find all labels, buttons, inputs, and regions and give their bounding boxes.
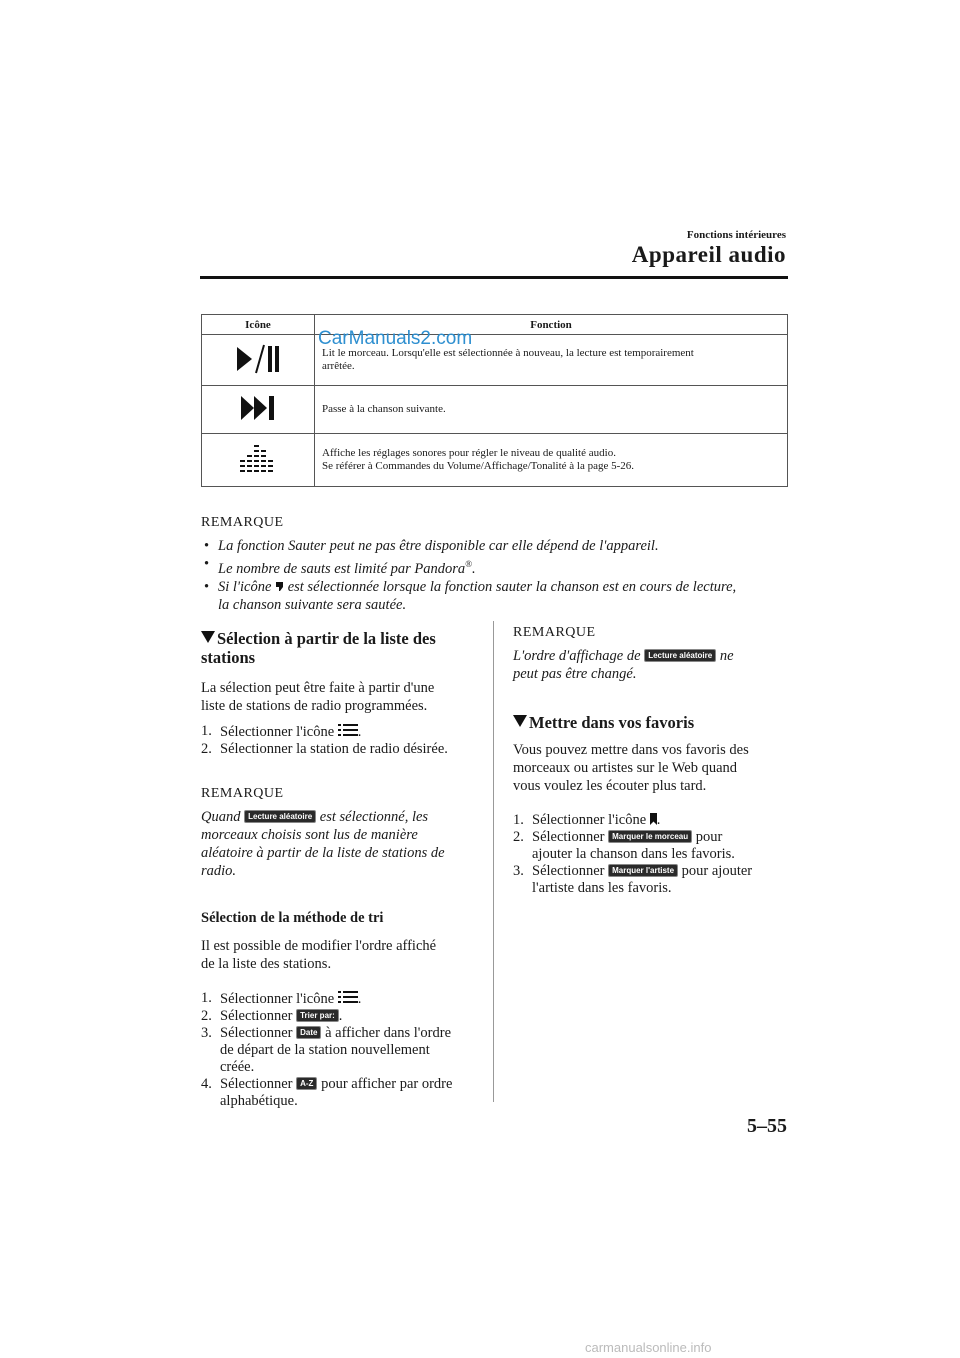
note-body: Quand Lecture aléatoire est sélectionné, les morceaux choisis sont lus de manière aléatoire à partir de la liste de stations de radio. xyxy=(201,809,445,879)
sort-intro: Il est possible de modifier l'ordre affiché de la liste des stations. xyxy=(201,938,437,972)
shuffle-button-label: Lecture aléatoire xyxy=(244,810,316,823)
list-item: • Le nombre de sauts est limité par Pandora®. xyxy=(204,556,476,577)
list-item: 4. Sélectionner A-Z pour afficher par ordre alphabétique. xyxy=(201,1076,453,1109)
chapter-title: Appareil audio xyxy=(631,242,786,267)
row-description: Affiche les réglages sonores pour régler le niveau de qualité audio. xyxy=(322,447,616,459)
list-item: 2. Sélectionner Marquer le morceau pour ajouter la chanson dans les favoris. xyxy=(513,829,735,862)
section-heading: Mettre dans vos favoris xyxy=(513,713,798,732)
list-item: 1. Sélectionner l'icône . xyxy=(201,990,362,1007)
function-table xyxy=(201,314,788,487)
list-icon xyxy=(338,990,358,1004)
date-button-label: Date xyxy=(296,1026,321,1039)
note-title: REMARQUE xyxy=(513,625,596,640)
list-item: 2. Sélectionner la station de radio désirée. xyxy=(201,741,448,757)
registered-mark: ® xyxy=(465,559,473,569)
watermark: CarManuals2.com xyxy=(318,328,473,349)
list-item: • La fonction Sauter peut ne pas être disponible car elle dépend de l'appareil. xyxy=(204,538,659,554)
sort-by-button-label: Trier par: xyxy=(296,1009,339,1022)
table-row xyxy=(202,434,788,487)
table-row xyxy=(202,335,788,386)
note-title: REMARQUE xyxy=(201,515,284,530)
steps-list xyxy=(201,723,486,758)
sort-heading: Sélection de la méthode de tri xyxy=(201,910,384,926)
triangle-bullet-icon xyxy=(513,715,527,727)
column-divider xyxy=(493,621,494,1102)
bookmark-icon xyxy=(650,813,657,825)
table-header-row xyxy=(202,315,788,335)
left-column xyxy=(201,629,486,1110)
list-icon xyxy=(338,723,358,737)
intro-paragraph: Vous pouvez mettre dans vos favoris des morceaux ou artistes sur le Web quand vous voulez les écouter plus tard. xyxy=(513,742,749,794)
table-row xyxy=(202,386,788,434)
col-function-header: Fonction xyxy=(315,315,788,335)
col-icon-header: Icône xyxy=(202,315,315,335)
section-label: Fonctions intérieures xyxy=(686,229,786,241)
shuffle-button-label: Lecture aléatoire xyxy=(644,649,716,662)
bookmark-steps-list xyxy=(513,812,798,897)
row-description: arrêtée. xyxy=(322,360,355,372)
bookmark-song-button-label: Marquer le morceau xyxy=(608,830,692,843)
note-body: L'ordre d'affichage de Lecture aléatoire ne peut pas être changé. xyxy=(513,648,734,682)
header-rule xyxy=(200,276,788,279)
thumbs-down-icon xyxy=(275,581,284,592)
page-number: 5–55 xyxy=(747,1115,787,1137)
row-description: Lit le morceau. Lorsqu'elle est sélectionnée à nouveau, la lecture est temporairement xyxy=(322,347,694,359)
list-item: 3. Sélectionner Date à afficher dans l'ordre de départ de la station nouvellement créée. xyxy=(201,1025,452,1075)
list-item: 2. Sélectionner Trier par: . xyxy=(201,1008,343,1024)
list-item: • Si l'icône est sélectionnée lorsque la fonction sauter la chanson est en cours de lecture, la chanson suivante sera sautée. xyxy=(204,578,737,613)
sort-steps-list xyxy=(201,990,486,1110)
az-button-label: A-Z xyxy=(296,1077,317,1090)
list-item: 3. Sélectionner Marquer l'artiste pour ajouter l'artiste dans les favoris. xyxy=(513,863,753,896)
list-item: 1. Sélectionner l'icône . xyxy=(201,723,362,740)
note-title: REMARQUE xyxy=(201,786,284,801)
intro-paragraph: La sélection peut être faite à partir d'une liste de stations de radio programmées. xyxy=(201,680,435,714)
list-item: 1. Sélectionner l'icône . xyxy=(513,812,661,828)
footer-watermark: carmanualsonline.info xyxy=(585,1340,712,1355)
right-column xyxy=(513,625,798,897)
play-pause-icon xyxy=(235,344,281,374)
row-description: Passe à la chanson suivante. xyxy=(322,403,446,415)
bookmark-artist-button-label: Marquer l'artiste xyxy=(608,864,678,877)
row-description: Se référer à Commandes du Volume/Affichage/Tonalité à la page 5-26. xyxy=(322,460,635,472)
equalizer-icon xyxy=(239,444,277,474)
section-heading: Sélection à partir de la liste des stations xyxy=(201,629,436,667)
triangle-bullet-icon xyxy=(201,631,215,643)
skip-next-icon xyxy=(240,395,276,421)
note-list xyxy=(201,537,801,614)
